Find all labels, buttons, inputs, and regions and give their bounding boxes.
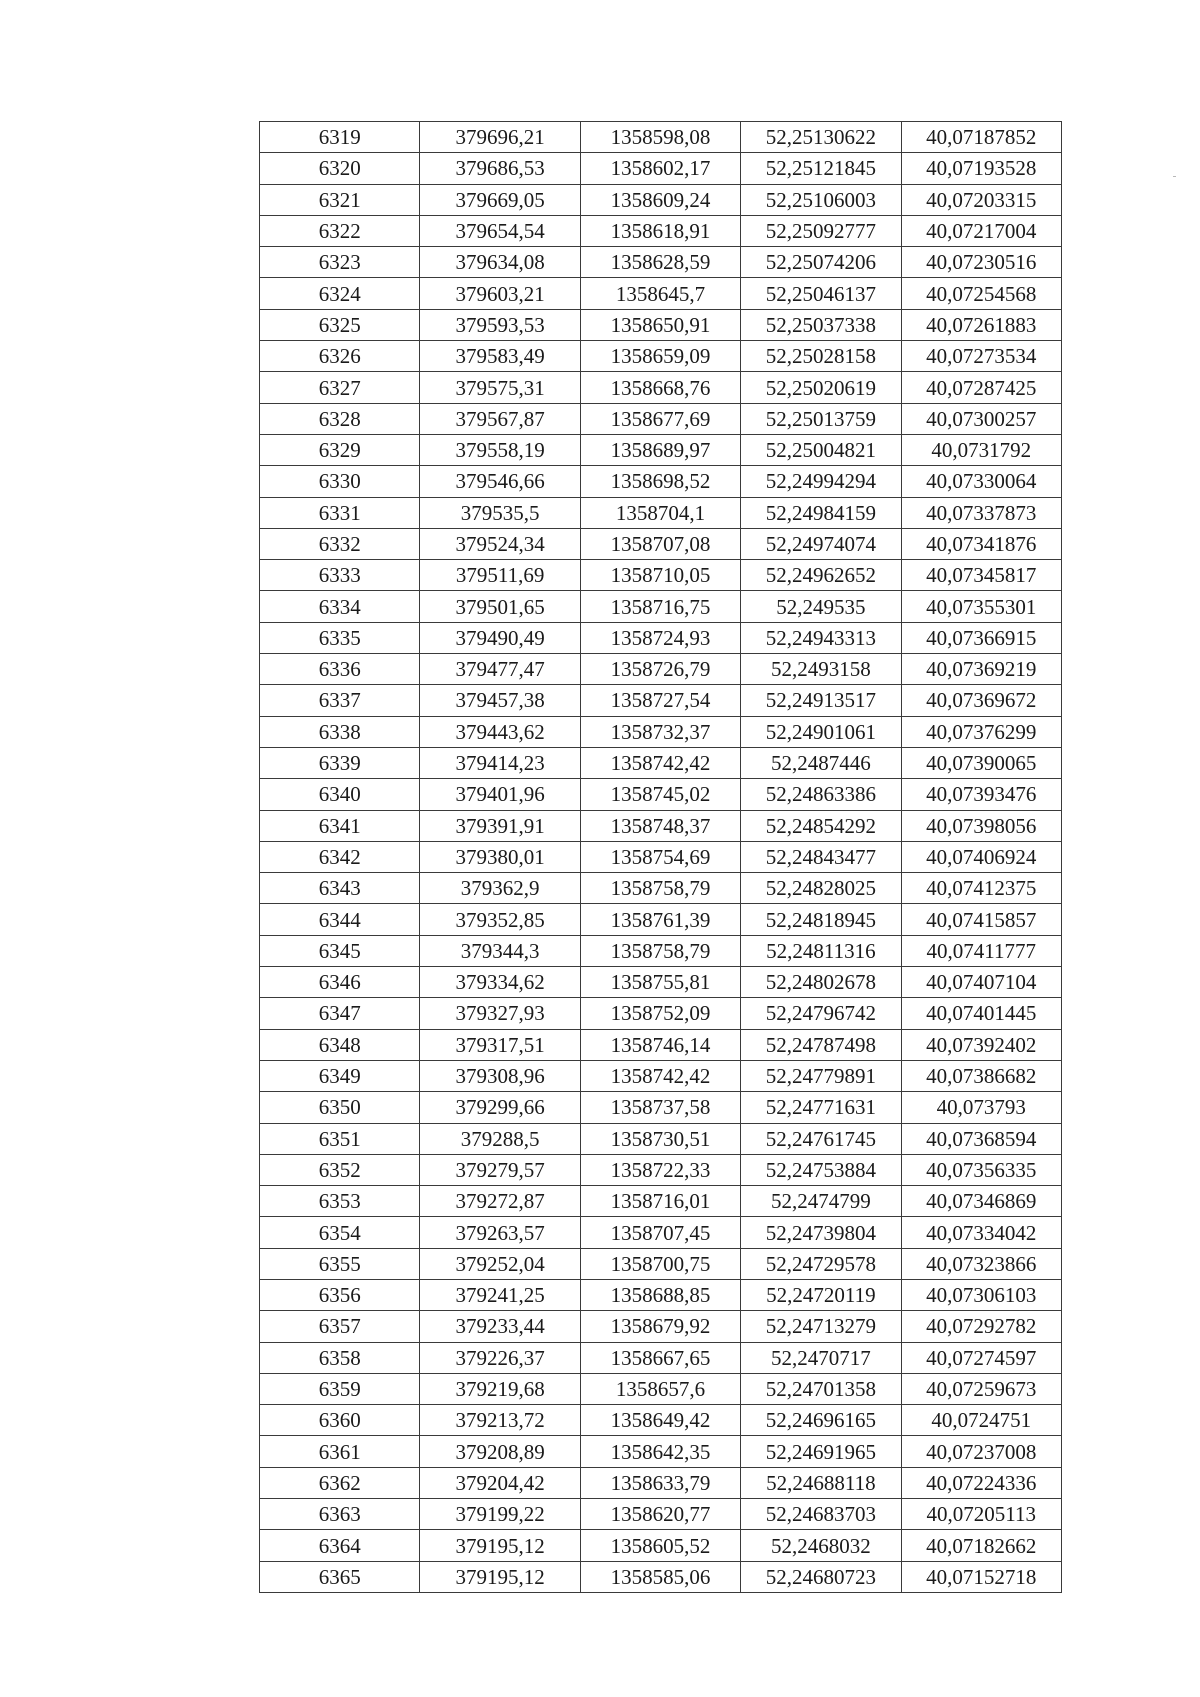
y-coordinate-cell: 1358758,79	[580, 873, 740, 904]
point-number-cell: 6358	[260, 1342, 420, 1373]
x-coordinate-cell: 379233,44	[420, 1311, 580, 1342]
point-number-cell: 6348	[260, 1029, 420, 1060]
y-coordinate-cell: 1358710,05	[580, 560, 740, 591]
y-coordinate-cell: 1358707,08	[580, 528, 740, 559]
y-coordinate-cell: 1358755,81	[580, 967, 740, 998]
point-number-cell: 6335	[260, 622, 420, 653]
point-number-cell: 6347	[260, 998, 420, 1029]
point-number-cell: 6329	[260, 434, 420, 465]
y-coordinate-cell: 1358689,97	[580, 434, 740, 465]
point-number-cell: 6331	[260, 497, 420, 528]
y-coordinate-cell: 1358754,69	[580, 841, 740, 872]
latitude-cell: 52,24913517	[741, 685, 901, 716]
latitude-cell: 52,25013759	[741, 403, 901, 434]
point-number-cell: 6332	[260, 528, 420, 559]
latitude-cell: 52,2493158	[741, 654, 901, 685]
longitude-cell: 40,07330064	[901, 466, 1061, 497]
latitude-cell: 52,24843477	[741, 841, 901, 872]
longitude-cell: 40,07411777	[901, 935, 1061, 966]
latitude-cell: 52,24854292	[741, 810, 901, 841]
x-coordinate-cell: 379195,12	[420, 1530, 580, 1561]
table-row	[260, 1029, 1062, 1060]
longitude-cell: 40,07356335	[901, 1154, 1061, 1185]
x-coordinate-cell: 379327,93	[420, 998, 580, 1029]
table-row	[260, 1342, 1062, 1373]
longitude-cell: 40,07237008	[901, 1436, 1061, 1467]
longitude-cell: 40,07230516	[901, 247, 1061, 278]
longitude-cell: 40,07274597	[901, 1342, 1061, 1373]
table-row	[260, 1217, 1062, 1248]
y-coordinate-cell: 1358700,75	[580, 1248, 740, 1279]
point-number-cell: 6330	[260, 466, 420, 497]
x-coordinate-cell: 379263,57	[420, 1217, 580, 1248]
x-coordinate-cell: 379524,34	[420, 528, 580, 559]
point-number-cell: 6359	[260, 1373, 420, 1404]
latitude-cell: 52,24787498	[741, 1029, 901, 1060]
latitude-cell: 52,24701358	[741, 1373, 901, 1404]
longitude-cell: 40,07287425	[901, 372, 1061, 403]
x-coordinate-cell: 379380,01	[420, 841, 580, 872]
y-coordinate-cell: 1358726,79	[580, 654, 740, 685]
point-number-cell: 6334	[260, 591, 420, 622]
y-coordinate-cell: 1358730,51	[580, 1123, 740, 1154]
y-coordinate-cell: 1358667,65	[580, 1342, 740, 1373]
y-coordinate-cell: 1358628,59	[580, 247, 740, 278]
table-row	[260, 716, 1062, 747]
table-row	[260, 654, 1062, 685]
longitude-cell: 40,0731792	[901, 434, 1061, 465]
point-number-cell: 6323	[260, 247, 420, 278]
x-coordinate-cell: 379288,5	[420, 1123, 580, 1154]
table-row	[260, 278, 1062, 309]
y-coordinate-cell: 1358668,76	[580, 372, 740, 403]
point-number-cell: 6328	[260, 403, 420, 434]
latitude-cell: 52,25121845	[741, 153, 901, 184]
x-coordinate-cell: 379204,42	[420, 1467, 580, 1498]
latitude-cell: 52,2468032	[741, 1530, 901, 1561]
x-coordinate-cell: 379219,68	[420, 1373, 580, 1404]
latitude-cell: 52,24761745	[741, 1123, 901, 1154]
y-coordinate-cell: 1358602,17	[580, 153, 740, 184]
table-row	[260, 341, 1062, 372]
table-row	[260, 153, 1062, 184]
point-number-cell: 6364	[260, 1530, 420, 1561]
x-coordinate-cell: 379501,65	[420, 591, 580, 622]
table-row	[260, 372, 1062, 403]
x-coordinate-cell: 379575,31	[420, 372, 580, 403]
table-row	[260, 497, 1062, 528]
y-coordinate-cell: 1358633,79	[580, 1467, 740, 1498]
latitude-cell: 52,2470717	[741, 1342, 901, 1373]
longitude-cell: 40,07406924	[901, 841, 1061, 872]
table-row	[260, 779, 1062, 810]
table-row	[260, 841, 1062, 872]
longitude-cell: 40,07224336	[901, 1467, 1061, 1498]
x-coordinate-cell: 379401,96	[420, 779, 580, 810]
table-row	[260, 403, 1062, 434]
point-number-cell: 6350	[260, 1092, 420, 1123]
x-coordinate-cell: 379654,54	[420, 215, 580, 246]
y-coordinate-cell: 1358748,37	[580, 810, 740, 841]
latitude-cell: 52,24753884	[741, 1154, 901, 1185]
y-coordinate-cell: 1358742,42	[580, 1060, 740, 1091]
longitude-cell: 40,07412375	[901, 873, 1061, 904]
latitude-cell: 52,24811316	[741, 935, 901, 966]
longitude-cell: 40,07193528	[901, 153, 1061, 184]
point-number-cell: 6360	[260, 1405, 420, 1436]
longitude-cell: 40,073793	[901, 1092, 1061, 1123]
y-coordinate-cell: 1358716,01	[580, 1186, 740, 1217]
table-row	[260, 1373, 1062, 1404]
point-number-cell: 6352	[260, 1154, 420, 1185]
x-coordinate-cell: 379593,53	[420, 309, 580, 340]
longitude-cell: 40,07415857	[901, 904, 1061, 935]
table-row	[260, 434, 1062, 465]
latitude-cell: 52,2487446	[741, 747, 901, 778]
y-coordinate-cell: 1358618,91	[580, 215, 740, 246]
y-coordinate-cell: 1358679,92	[580, 1311, 740, 1342]
point-number-cell: 6326	[260, 341, 420, 372]
longitude-cell: 40,07345817	[901, 560, 1061, 591]
x-coordinate-cell: 379443,62	[420, 716, 580, 747]
latitude-cell: 52,24974074	[741, 528, 901, 559]
longitude-cell: 40,07346869	[901, 1186, 1061, 1217]
point-number-cell: 6344	[260, 904, 420, 935]
y-coordinate-cell: 1358716,75	[580, 591, 740, 622]
y-coordinate-cell: 1358598,08	[580, 122, 740, 153]
y-coordinate-cell: 1358659,09	[580, 341, 740, 372]
x-coordinate-cell: 379241,25	[420, 1279, 580, 1310]
longitude-cell: 40,0724751	[901, 1405, 1061, 1436]
latitude-cell: 52,24696165	[741, 1405, 901, 1436]
point-number-cell: 6365	[260, 1561, 420, 1592]
point-number-cell: 6357	[260, 1311, 420, 1342]
x-coordinate-cell: 379195,12	[420, 1561, 580, 1592]
y-coordinate-cell: 1358620,77	[580, 1499, 740, 1530]
x-coordinate-cell: 379696,21	[420, 122, 580, 153]
latitude-cell: 52,24818945	[741, 904, 901, 935]
table-row	[260, 1311, 1062, 1342]
table-row	[260, 998, 1062, 1029]
x-coordinate-cell: 379583,49	[420, 341, 580, 372]
latitude-cell: 52,24713279	[741, 1311, 901, 1342]
longitude-cell: 40,07393476	[901, 779, 1061, 810]
x-coordinate-cell: 379490,49	[420, 622, 580, 653]
latitude-cell: 52,25106003	[741, 184, 901, 215]
point-number-cell: 6340	[260, 779, 420, 810]
longitude-cell: 40,07392402	[901, 1029, 1061, 1060]
point-number-cell: 6324	[260, 278, 420, 309]
latitude-cell: 52,25130622	[741, 122, 901, 153]
longitude-cell: 40,07366915	[901, 622, 1061, 653]
longitude-cell: 40,07334042	[901, 1217, 1061, 1248]
latitude-cell: 52,24729578	[741, 1248, 901, 1279]
table-row	[260, 1499, 1062, 1530]
longitude-cell: 40,07254568	[901, 278, 1061, 309]
table-row	[260, 247, 1062, 278]
point-number-cell: 6351	[260, 1123, 420, 1154]
point-number-cell: 6346	[260, 967, 420, 998]
x-coordinate-cell: 379299,66	[420, 1092, 580, 1123]
latitude-cell: 52,2474799	[741, 1186, 901, 1217]
point-number-cell: 6325	[260, 309, 420, 340]
latitude-cell: 52,25074206	[741, 247, 901, 278]
y-coordinate-cell: 1358737,58	[580, 1092, 740, 1123]
longitude-cell: 40,07187852	[901, 122, 1061, 153]
longitude-cell: 40,07205113	[901, 1499, 1061, 1530]
longitude-cell: 40,07182662	[901, 1530, 1061, 1561]
y-coordinate-cell: 1358650,91	[580, 309, 740, 340]
x-coordinate-cell: 379279,57	[420, 1154, 580, 1185]
table-row	[260, 591, 1062, 622]
longitude-cell: 40,07292782	[901, 1311, 1061, 1342]
longitude-cell: 40,07261883	[901, 309, 1061, 340]
y-coordinate-cell: 1358657,6	[580, 1373, 740, 1404]
x-coordinate-cell: 379511,69	[420, 560, 580, 591]
point-number-cell: 6320	[260, 153, 420, 184]
latitude-cell: 52,25020619	[741, 372, 901, 403]
table-row	[260, 873, 1062, 904]
table-row	[260, 1467, 1062, 1498]
x-coordinate-cell: 379344,3	[420, 935, 580, 966]
table-row	[260, 685, 1062, 716]
table-row	[260, 560, 1062, 591]
latitude-cell: 52,24680723	[741, 1561, 901, 1592]
longitude-cell: 40,07203315	[901, 184, 1061, 215]
y-coordinate-cell: 1358724,93	[580, 622, 740, 653]
point-number-cell: 6333	[260, 560, 420, 591]
latitude-cell: 52,25037338	[741, 309, 901, 340]
y-coordinate-cell: 1358727,54	[580, 685, 740, 716]
y-coordinate-cell: 1358704,1	[580, 497, 740, 528]
point-number-cell: 6321	[260, 184, 420, 215]
x-coordinate-cell: 379457,38	[420, 685, 580, 716]
y-coordinate-cell: 1358609,24	[580, 184, 740, 215]
point-number-cell: 6342	[260, 841, 420, 872]
point-number-cell: 6354	[260, 1217, 420, 1248]
x-coordinate-cell: 379558,19	[420, 434, 580, 465]
point-number-cell: 6341	[260, 810, 420, 841]
table-row	[260, 1092, 1062, 1123]
table-row	[260, 1561, 1062, 1592]
latitude-cell: 52,24688118	[741, 1467, 901, 1498]
table-row	[260, 747, 1062, 778]
longitude-cell: 40,07398056	[901, 810, 1061, 841]
table-row	[260, 935, 1062, 966]
x-coordinate-cell: 379535,5	[420, 497, 580, 528]
point-number-cell: 6322	[260, 215, 420, 246]
x-coordinate-cell: 379391,91	[420, 810, 580, 841]
latitude-cell: 52,24943313	[741, 622, 901, 653]
latitude-cell: 52,25004821	[741, 434, 901, 465]
longitude-cell: 40,07217004	[901, 215, 1061, 246]
point-number-cell: 6343	[260, 873, 420, 904]
table-row	[260, 1060, 1062, 1091]
table-row	[260, 1405, 1062, 1436]
table-row	[260, 122, 1062, 153]
table-row	[260, 1530, 1062, 1561]
longitude-cell: 40,07337873	[901, 497, 1061, 528]
longitude-cell: 40,07401445	[901, 998, 1061, 1029]
point-number-cell: 6363	[260, 1499, 420, 1530]
x-coordinate-cell: 379208,89	[420, 1436, 580, 1467]
point-number-cell: 6349	[260, 1060, 420, 1091]
x-coordinate-cell: 379334,62	[420, 967, 580, 998]
latitude-cell: 52,24796742	[741, 998, 901, 1029]
point-number-cell: 6338	[260, 716, 420, 747]
latitude-cell: 52,24739804	[741, 1217, 901, 1248]
latitude-cell: 52,24863386	[741, 779, 901, 810]
longitude-cell: 40,07407104	[901, 967, 1061, 998]
point-number-cell: 6336	[260, 654, 420, 685]
table-row	[260, 1279, 1062, 1310]
longitude-cell: 40,07300257	[901, 403, 1061, 434]
latitude-cell: 52,24771631	[741, 1092, 901, 1123]
x-coordinate-cell: 379669,05	[420, 184, 580, 215]
point-number-cell: 6353	[260, 1186, 420, 1217]
x-coordinate-cell: 379567,87	[420, 403, 580, 434]
coordinates-table-body	[260, 122, 1062, 1593]
table-row	[260, 184, 1062, 215]
longitude-cell: 40,07355301	[901, 591, 1061, 622]
y-coordinate-cell: 1358688,85	[580, 1279, 740, 1310]
longitude-cell: 40,07341876	[901, 528, 1061, 559]
table-row	[260, 1123, 1062, 1154]
y-coordinate-cell: 1358707,45	[580, 1217, 740, 1248]
x-coordinate-cell: 379317,51	[420, 1029, 580, 1060]
table-row	[260, 1248, 1062, 1279]
latitude-cell: 52,24984159	[741, 497, 901, 528]
y-coordinate-cell: 1358722,33	[580, 1154, 740, 1185]
x-coordinate-cell: 379634,08	[420, 247, 580, 278]
y-coordinate-cell: 1358645,7	[580, 278, 740, 309]
table-row	[260, 215, 1062, 246]
table-row	[260, 904, 1062, 935]
longitude-cell: 40,07259673	[901, 1373, 1061, 1404]
x-coordinate-cell: 379362,9	[420, 873, 580, 904]
longitude-cell: 40,07386682	[901, 1060, 1061, 1091]
table-row	[260, 528, 1062, 559]
point-number-cell: 6356	[260, 1279, 420, 1310]
longitude-cell: 40,07323866	[901, 1248, 1061, 1279]
y-coordinate-cell: 1358605,52	[580, 1530, 740, 1561]
latitude-cell: 52,24828025	[741, 873, 901, 904]
latitude-cell: 52,24691965	[741, 1436, 901, 1467]
y-coordinate-cell: 1358649,42	[580, 1405, 740, 1436]
table-row	[260, 1186, 1062, 1217]
table-row	[260, 810, 1062, 841]
latitude-cell: 52,24720119	[741, 1279, 901, 1310]
y-coordinate-cell: 1358761,39	[580, 904, 740, 935]
y-coordinate-cell: 1358758,79	[580, 935, 740, 966]
latitude-cell: 52,24779891	[741, 1060, 901, 1091]
x-coordinate-cell: 379686,53	[420, 153, 580, 184]
y-coordinate-cell: 1358752,09	[580, 998, 740, 1029]
point-number-cell: 6339	[260, 747, 420, 778]
latitude-cell: 52,24802678	[741, 967, 901, 998]
x-coordinate-cell: 379308,96	[420, 1060, 580, 1091]
table-row	[260, 967, 1062, 998]
longitude-cell: 40,07306103	[901, 1279, 1061, 1310]
table-row	[260, 1436, 1062, 1467]
y-coordinate-cell: 1358642,35	[580, 1436, 740, 1467]
latitude-cell: 52,24994294	[741, 466, 901, 497]
table-row	[260, 622, 1062, 653]
longitude-cell: 40,07369219	[901, 654, 1061, 685]
y-coordinate-cell: 1358698,52	[580, 466, 740, 497]
table-row	[260, 466, 1062, 497]
point-number-cell: 6327	[260, 372, 420, 403]
latitude-cell: 52,24901061	[741, 716, 901, 747]
x-coordinate-cell: 379546,66	[420, 466, 580, 497]
longitude-cell: 40,07369672	[901, 685, 1061, 716]
y-coordinate-cell: 1358742,42	[580, 747, 740, 778]
x-coordinate-cell: 379226,37	[420, 1342, 580, 1373]
point-number-cell: 6345	[260, 935, 420, 966]
longitude-cell: 40,07368594	[901, 1123, 1061, 1154]
x-coordinate-cell: 379272,87	[420, 1186, 580, 1217]
point-number-cell: 6361	[260, 1436, 420, 1467]
longitude-cell: 40,07152718	[901, 1561, 1061, 1592]
y-coordinate-cell: 1358677,69	[580, 403, 740, 434]
latitude-cell: 52,249535	[741, 591, 901, 622]
latitude-cell: 52,25046137	[741, 278, 901, 309]
y-coordinate-cell: 1358732,37	[580, 716, 740, 747]
x-coordinate-cell: 379603,21	[420, 278, 580, 309]
x-coordinate-cell: 379252,04	[420, 1248, 580, 1279]
table-row	[260, 309, 1062, 340]
point-number-cell: 6355	[260, 1248, 420, 1279]
scan-speck	[1173, 176, 1176, 177]
table-row	[260, 1154, 1062, 1185]
x-coordinate-cell: 379199,22	[420, 1499, 580, 1530]
y-coordinate-cell: 1358746,14	[580, 1029, 740, 1060]
longitude-cell: 40,07390065	[901, 747, 1061, 778]
point-number-cell: 6319	[260, 122, 420, 153]
longitude-cell: 40,07273534	[901, 341, 1061, 372]
x-coordinate-cell: 379352,85	[420, 904, 580, 935]
longitude-cell: 40,07376299	[901, 716, 1061, 747]
latitude-cell: 52,25092777	[741, 215, 901, 246]
x-coordinate-cell: 379213,72	[420, 1405, 580, 1436]
x-coordinate-cell: 379477,47	[420, 654, 580, 685]
latitude-cell: 52,24683703	[741, 1499, 901, 1530]
point-number-cell: 6337	[260, 685, 420, 716]
latitude-cell: 52,24962652	[741, 560, 901, 591]
x-coordinate-cell: 379414,23	[420, 747, 580, 778]
y-coordinate-cell: 1358585,06	[580, 1561, 740, 1592]
coordinates-table	[259, 121, 1062, 1593]
point-number-cell: 6362	[260, 1467, 420, 1498]
y-coordinate-cell: 1358745,02	[580, 779, 740, 810]
latitude-cell: 52,25028158	[741, 341, 901, 372]
